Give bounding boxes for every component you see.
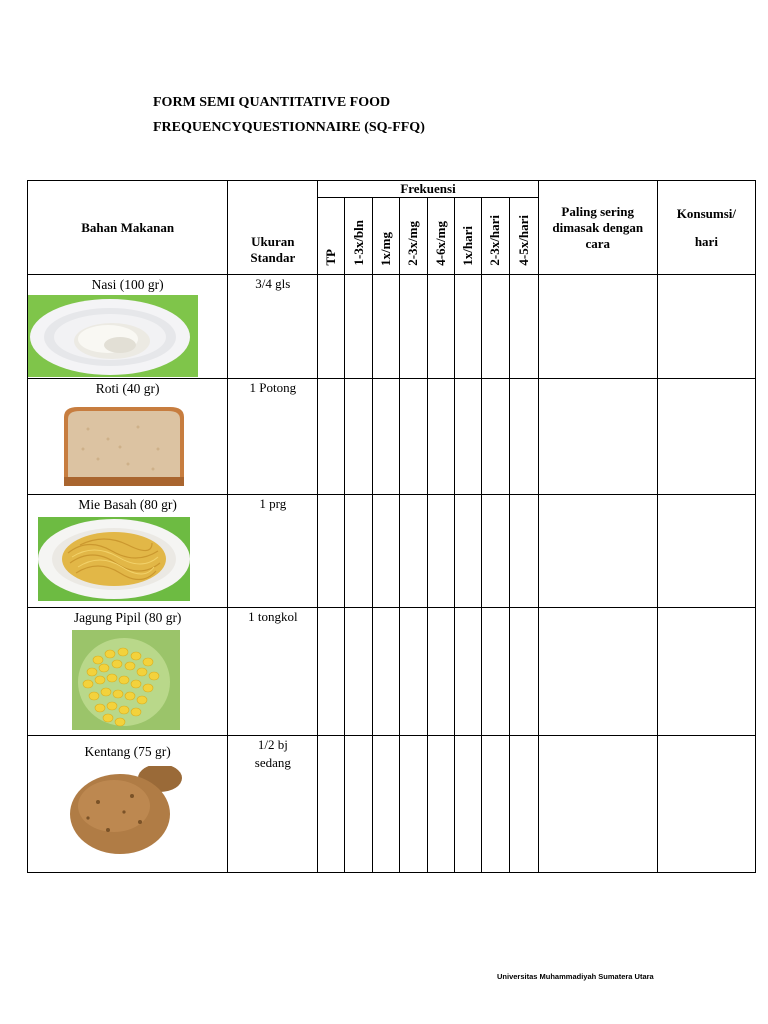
header-konsumsi	[657, 181, 755, 275]
header-freq-1x-mg	[373, 198, 400, 275]
form-title	[153, 90, 425, 140]
ukuran-cell: 3/4 gls	[228, 275, 318, 379]
header-ukuran-line2: Standar	[250, 250, 296, 265]
freq-cell-2-3x-mg[interactable]	[400, 736, 427, 873]
freq-label: 2-3x/hari	[487, 215, 503, 266]
header-paling-sering: Paling sering dimasak dengan cara	[538, 181, 657, 275]
potato-photo	[28, 766, 228, 860]
cara-masak-cell[interactable]	[538, 608, 657, 736]
food-name: Kentang (75 gr)	[84, 744, 171, 759]
freq-cell-1x-hari[interactable]	[454, 495, 481, 608]
freq-cell-tp[interactable]	[318, 275, 345, 379]
freq-cell-4-6x-mg[interactable]	[427, 608, 454, 736]
freq-cell-4-5x-hari[interactable]	[509, 495, 538, 608]
table-row	[28, 495, 756, 608]
food-name: Mie Basah (80 gr)	[78, 497, 177, 512]
freq-cell-1x-mg[interactable]	[373, 495, 400, 608]
freq-cell-1-3x-bln[interactable]	[345, 495, 373, 608]
konsumsi-cell[interactable]	[657, 275, 755, 379]
freq-cell-2-3x-mg[interactable]	[400, 379, 427, 495]
rice-plate-photo	[28, 295, 198, 377]
freq-cell-tp[interactable]	[318, 495, 345, 608]
table-row	[28, 736, 756, 873]
freq-cell-1-3x-bln[interactable]	[345, 736, 373, 873]
noodles-plate-photo	[28, 517, 228, 603]
header-ukuran-line1: Ukuran	[251, 234, 295, 249]
header-ukuran-standar	[228, 181, 318, 275]
freq-cell-2-3x-mg[interactable]	[400, 275, 427, 379]
header-konsumsi-line2: hari	[694, 233, 718, 249]
freq-label: 1x/mg	[378, 232, 394, 266]
cara-masak-cell[interactable]	[538, 495, 657, 608]
konsumsi-cell[interactable]	[657, 379, 755, 495]
cara-masak-cell[interactable]	[538, 379, 657, 495]
freq-cell-2-3x-hari[interactable]	[481, 608, 509, 736]
header-bahan-makanan: Bahan Makanan	[28, 181, 228, 275]
food-cell	[28, 736, 228, 873]
food-cell	[28, 495, 228, 608]
form-title-line1: FORM SEMI QUANTITATIVE FOOD	[153, 95, 391, 110]
ukuran-cell: 1/2 bj sedang	[228, 736, 318, 873]
bread-slice-photo	[28, 399, 228, 491]
header-freq-2-3x-mg	[400, 198, 427, 275]
freq-cell-1x-hari[interactable]	[454, 379, 481, 495]
freq-cell-1x-mg[interactable]	[373, 275, 400, 379]
freq-cell-4-6x-mg[interactable]	[427, 275, 454, 379]
freq-cell-1x-mg[interactable]	[373, 608, 400, 736]
ukuran-cell: 1 Potong	[228, 379, 318, 495]
header-freq-4-6x-mg	[427, 198, 454, 275]
table-row	[28, 379, 756, 495]
footer-institution: Universitas Muhammadiyah Sumatera Utara	[497, 972, 654, 981]
freq-cell-2-3x-hari[interactable]	[481, 275, 509, 379]
freq-cell-1-3x-bln[interactable]	[345, 275, 373, 379]
freq-cell-1-3x-bln[interactable]	[345, 379, 373, 495]
freq-cell-tp[interactable]	[318, 736, 345, 873]
konsumsi-cell[interactable]	[657, 736, 755, 873]
food-cell	[28, 275, 228, 379]
food-cell	[28, 379, 228, 495]
food-name: Nasi (100 gr)	[91, 277, 164, 292]
ukuran-cell: 1 prg	[228, 495, 318, 608]
freq-cell-1x-hari[interactable]	[454, 275, 481, 379]
form-title-line2: FREQUENCYQUESTIONNAIRE (SQ-FFQ)	[153, 120, 425, 135]
ukuran-cell: 1 tongkol	[228, 608, 318, 736]
freq-cell-1x-mg[interactable]	[373, 736, 400, 873]
header-konsumsi-line1: Konsumsi/	[676, 205, 737, 221]
cara-masak-cell[interactable]	[538, 736, 657, 873]
header-freq-tp	[318, 198, 345, 275]
corn-kernels-photo	[28, 630, 228, 732]
freq-label: 2-3x/mg	[405, 221, 421, 266]
freq-cell-2-3x-hari[interactable]	[481, 379, 509, 495]
table-row	[28, 608, 756, 736]
konsumsi-cell[interactable]	[657, 495, 755, 608]
freq-cell-2-3x-mg[interactable]	[400, 495, 427, 608]
freq-cell-tp[interactable]	[318, 379, 345, 495]
freq-cell-2-3x-hari[interactable]	[481, 495, 509, 608]
freq-cell-4-6x-mg[interactable]	[427, 379, 454, 495]
freq-cell-2-3x-mg[interactable]	[400, 608, 427, 736]
freq-label: 4-5x/hari	[515, 215, 531, 266]
freq-cell-4-6x-mg[interactable]	[427, 495, 454, 608]
table-row	[28, 275, 756, 379]
freq-cell-1x-hari[interactable]	[454, 608, 481, 736]
cara-masak-cell[interactable]	[538, 275, 657, 379]
ffq-table	[27, 180, 756, 873]
freq-cell-4-6x-mg[interactable]	[427, 736, 454, 873]
header-freq-4-5x-hari	[509, 198, 538, 275]
header-frekuensi: Frekuensi	[318, 181, 538, 198]
freq-label: TP	[323, 249, 339, 266]
konsumsi-cell[interactable]	[657, 608, 755, 736]
freq-cell-4-5x-hari[interactable]	[509, 608, 538, 736]
freq-label: 1x/hari	[459, 226, 475, 266]
food-name: Roti (40 gr)	[95, 381, 160, 396]
freq-label: 4-6x/mg	[432, 221, 448, 266]
freq-label: 1-3x/bln	[350, 220, 366, 266]
freq-cell-tp[interactable]	[318, 608, 345, 736]
freq-cell-2-3x-hari[interactable]	[481, 736, 509, 873]
freq-cell-4-5x-hari[interactable]	[509, 379, 538, 495]
freq-cell-1x-hari[interactable]	[454, 736, 481, 873]
freq-cell-4-5x-hari[interactable]	[509, 736, 538, 873]
header-freq-1x-hari	[454, 198, 481, 275]
header-freq-2-3x-hari	[481, 198, 509, 275]
freq-cell-1-3x-bln[interactable]	[345, 608, 373, 736]
freq-cell-4-5x-hari[interactable]	[509, 275, 538, 379]
food-cell	[28, 608, 228, 736]
freq-cell-1x-mg[interactable]	[373, 379, 400, 495]
header-freq-1-3x-bln	[345, 198, 373, 275]
food-name: Jagung Pipil (80 gr)	[73, 610, 182, 625]
